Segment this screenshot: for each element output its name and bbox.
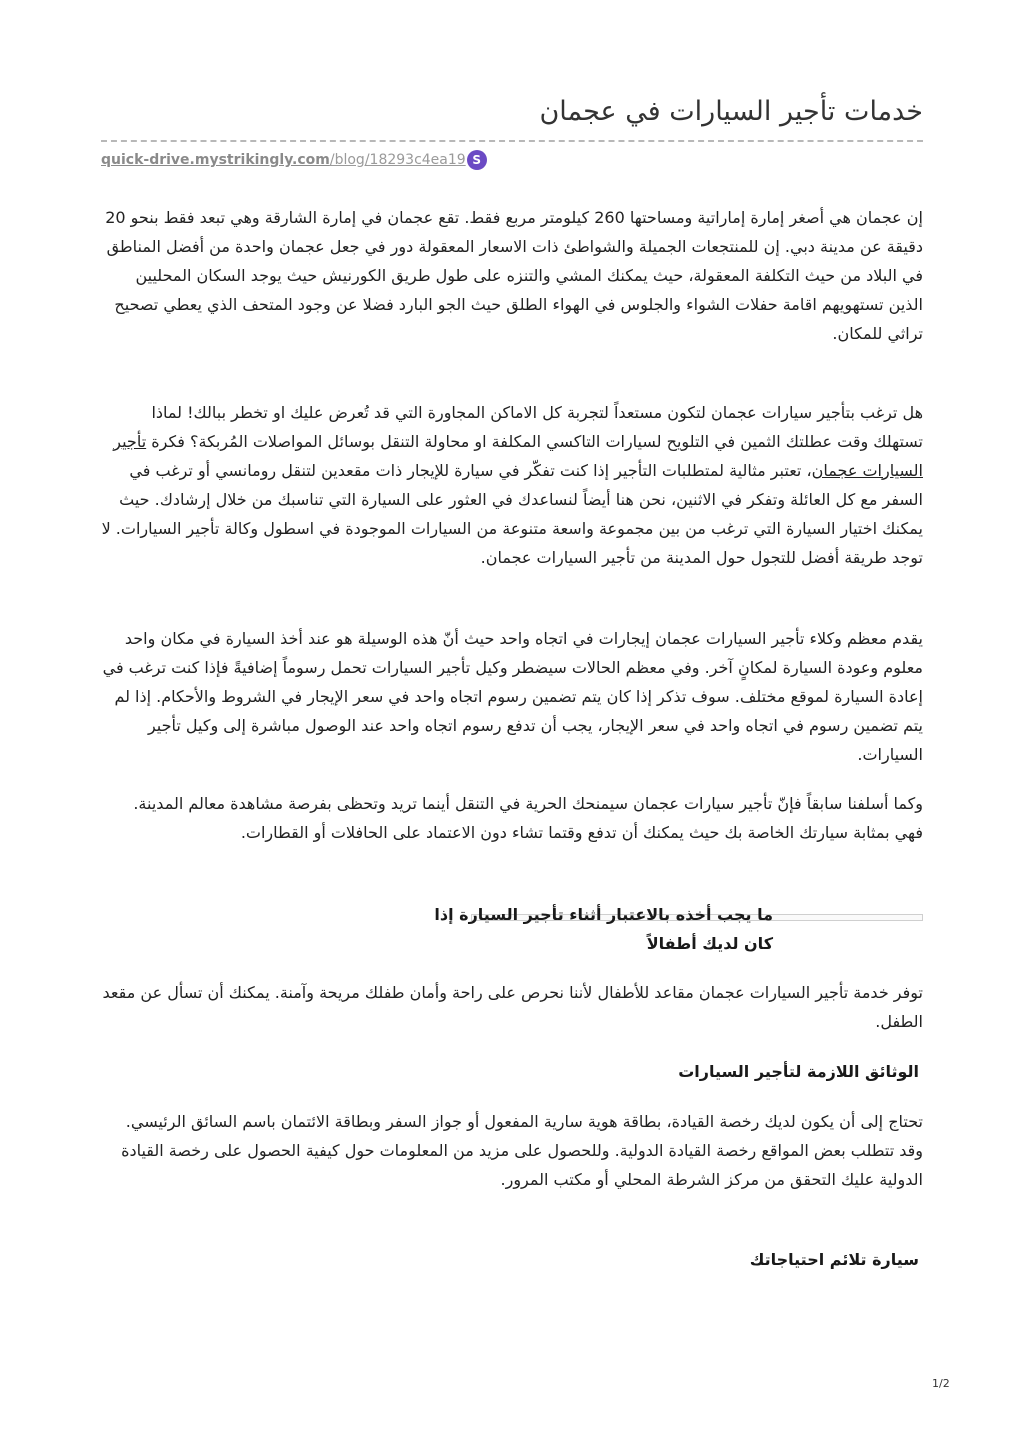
paragraph-freedom: وكما أسلفنا سابقاً فإنّ تأجير سيارات عجمان سيمنحك الحرية في التنقل أينما تريد وتحظى بفرصة مشاهدة معالم المدينة. فهي بمثابة سيارتك الخاصة بك حيث يمكنك أن تدفع وقتما تشاء دون الاعتماد على الحافلات أو القطارات. — [133, 794, 923, 842]
documents-heading: الوثائق اللازمة لتأجير السيارات — [678, 1062, 919, 1081]
children-section-heading — [101, 900, 923, 960]
document-page — [101, 0, 923, 1449]
paragraph-text: ، تعتبر مثالية لمتطلبات التأجير إذا كنت تفكّر في سيارة للإيجار ذات مقعدين لتنقل رومانسي أو ترغب في السفر مع كل العائلة وتفكر في الاثنين، نحن هنا أيضاً لنساعدك في العثور على السيارة التي تناسبك من خلال إرشادك. حيث يمكنك اختيار السيارة التي ترغب من بين مجموعة واسعة متنوعة من السيارات الموجودة في اسطول وكالة تأجير السيارات. لا توجد طريقة أفضل للتجول حول المدينة من تأجير السيارات عجمان. — [101, 460, 923, 567]
strikingly-logo-icon: S — [467, 150, 487, 170]
page-title: خدمات تأجير السيارات في عجمان — [539, 96, 923, 127]
source-url[interactable] — [101, 149, 487, 171]
paragraph-child-seats: توفر خدمة تأجير السيارات عجمان مقاعد للأطفال لأننا نحرص على راحة وأمان طفلك مريحة وآمنة. يمكنك أن تسأل عن مقعد الطفل. — [102, 983, 923, 1031]
paragraph-rental-idea — [101, 399, 923, 572]
paragraph-one-way: يقدم معظم وكلاء تأجير السيارات عجمان إيجارات في اتجاه واحد حيث أنّ هذه الوسيلة هو عند أخذ السيارة في مكان واحد معلوم وعودة السيارة لمكانٍ آخر. وفي معظم الحالات سيضطر وكيل تأجير السيارات تحمل رسوماً إضافيةً فإذا كنت ترغب في إعادة السيارة لموقع مختلف. سوف تذكر إذا كان يتم تضمين رسوم اتجاه واحد في سعر الإيجار في الشروط والأحكام. إذا لم يتم تضمين رسوم في اتجاه واحد في سعر الإيجار، يجب أن تدفع رسوم اتجاه واحد عند الوصول مباشرة إلى وكيل تأجير السيارات. — [102, 629, 923, 764]
source-path-link[interactable]: /blog/18293c4ea19 — [329, 152, 466, 168]
source-domain-link[interactable]: quick-drive.mystrikingly.com — [101, 152, 330, 168]
children-heading-text: ما يجب أخذه بالاعتبار أثناء تأجير السيارة إذا كان لديك أطفالاً — [434, 905, 773, 953]
suitable-car-heading: سيارة تلائم احتياجاتك — [749, 1250, 919, 1269]
paragraph-text: هل ترغب بتأجير سيارات عجمان لتكون مستعداً لتجربة كل الاماكن المجاورة التي قد تُعرض عليك او تخطر ببالك! لماذا تستهلك وقت عطلتك الثمين في التلويح لسيارات التاكسي المكلفة او محاولة التنقل بوسائل المواصلات المُربكة؟ فكرة — [146, 403, 923, 451]
paragraph-documents: تحتاج إلى أن يكون لديك رخصة القيادة، بطاقة هوية سارية المفعول أو جواز السفر وبطاقة الائتمان باسم السائق الرئيسي. وقد تتطلب بعض المواقع رخصة القيادة الدولية. وللحصول على مزيد من المعلومات حول كيفية الحصول على رخصة القيادة الدولية عليك التحقق من مركز الشرطة المحلي أو مكتب المرور. — [121, 1112, 923, 1189]
car-rental-ajman-link[interactable]: تأجير السيارات عجمان — [113, 431, 923, 480]
page-number: 1/2 — [932, 1377, 950, 1390]
title-divider — [101, 140, 923, 142]
paragraph-intro: إن عجمان هي أصغر إمارة إماراتية ومساحتها 260 كيلومتر مربع فقط. تقع عجمان في إمارة الشارقة وهي تبعد فقط بنحو 20 دقيقة عن مدينة دبي. إن للمنتجعات الجميلة والشواطئ ذات الاسعار المعقولة دور في جعل عجمان واحدة من أفضل المناطق في البلاد من حيث التكلفة المعقولة، حيث يمكنك المشي والتنزه على طول طريق الكورنيش حيث يوجد السكان المحليين الذين تستهويهم اقامة حفلات الشواء والجلوس في الهواء الطلق حيث الجو البارد فضلا عن وجود المتحف الذي يعطي تصحيح تراثي للمكان. — [105, 208, 923, 343]
